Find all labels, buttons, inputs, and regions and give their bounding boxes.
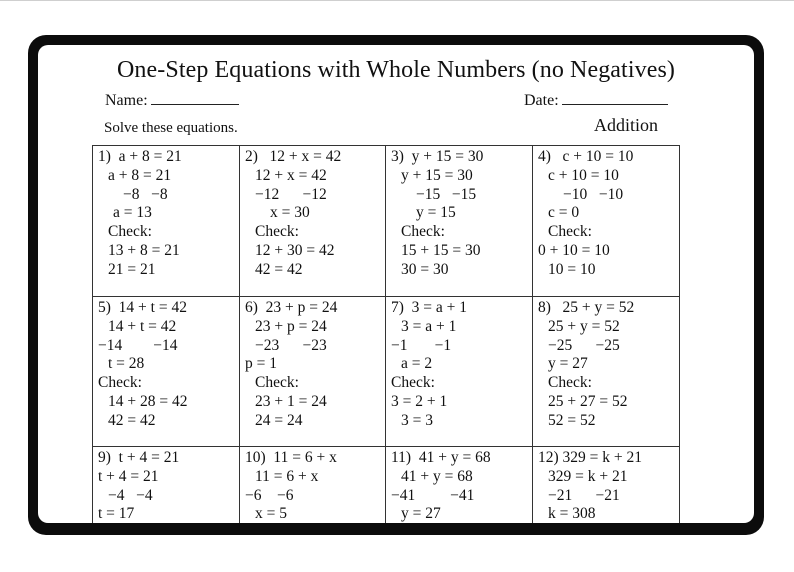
solution-step: t + 4 = 21 [98, 467, 159, 485]
solution-step: Check: [548, 374, 592, 392]
problem-cell [93, 146, 240, 297]
problem-equation: 8) 25 + y = 52 [538, 299, 635, 316]
problem-cell [533, 447, 680, 523]
solution-step: x = 5 [255, 505, 287, 523]
solution-step: 14 + t = 42 [108, 317, 177, 335]
solution-step: 30 = 30 [401, 260, 449, 278]
solution-step: c = 0 [548, 204, 580, 222]
date-blank [562, 89, 668, 105]
solution-step: −41 −41 [391, 486, 475, 504]
section-label: Addition [594, 115, 659, 135]
solution-step: −25 −25 [548, 336, 620, 354]
solution-step: 12 + x = 42 [255, 166, 327, 184]
worksheet-title: One-Step Equations with Whole Numbers (no Negatives) [117, 57, 675, 83]
solution-step: t = 17 [98, 505, 135, 523]
problem-cell [533, 146, 680, 297]
solution-step: a + 8 = 21 [108, 166, 172, 184]
name-label: Name: [105, 92, 148, 109]
solution-step: 23 + 1 = 24 [255, 392, 327, 410]
date-label: Date: [524, 92, 559, 109]
solution-step: Check: [255, 374, 299, 392]
solution-step: −23 −23 [255, 336, 327, 354]
solution-step: −14 −14 [98, 336, 178, 354]
solution-step: Check: [255, 223, 299, 241]
solution-step: a = 2 [401, 355, 433, 373]
solution-step: 42 = 42 [255, 260, 303, 278]
problem-cell [386, 447, 533, 523]
solution-step: −8 −8 [123, 185, 168, 203]
problem-cell [533, 297, 680, 447]
solution-step: y = 27 [548, 355, 588, 373]
problem-cell [240, 297, 386, 447]
problem-equation: 5) 14 + t = 42 [98, 299, 187, 316]
solution-step: 3 = 3 [401, 411, 433, 429]
problem-cell [386, 146, 533, 297]
solution-step: x = 30 [270, 204, 310, 222]
solution-step: 329 = k + 21 [548, 467, 628, 485]
solution-step: Check: [548, 223, 592, 241]
solution-step: 41 + y = 68 [401, 467, 473, 485]
problem-grid [92, 145, 680, 523]
solution-step: Check: [391, 374, 435, 392]
problem-cell [240, 146, 386, 297]
solution-step: 42 = 42 [108, 411, 156, 429]
solution-step: −1 −1 [391, 336, 452, 354]
name-field [105, 89, 239, 110]
solution-step: t = 28 [108, 355, 145, 373]
problem-equation: 11) 41 + y = 68 [391, 449, 491, 466]
problem-equation: 6) 23 + p = 24 [245, 299, 338, 316]
solution-step: −15 −15 [416, 185, 477, 203]
solution-step: 13 + 8 = 21 [108, 241, 180, 259]
solution-step: y = 27 [401, 505, 441, 523]
problem-equation: 4) c + 10 = 10 [538, 148, 634, 165]
solution-step: y + 15 = 30 [401, 166, 473, 184]
problem-equation: 1) a + 8 = 21 [98, 148, 182, 165]
problem-cell [240, 447, 386, 523]
problem-equation: 2) 12 + x = 42 [245, 148, 342, 165]
solution-step: 23 + p = 24 [255, 317, 327, 335]
solution-step: a = 13 [113, 204, 152, 222]
solution-step: y = 15 [416, 204, 456, 222]
solution-step: k = 308 [548, 505, 596, 523]
problem-equation: 12) 329 = k + 21 [538, 449, 643, 466]
problem-equation: 10) 11 = 6 + x [245, 449, 337, 466]
problem-cell [386, 297, 533, 447]
solution-step: 21 = 21 [108, 260, 156, 278]
name-blank [151, 89, 239, 105]
solution-step: Check: [98, 374, 142, 392]
solution-step: 14 + 28 = 42 [108, 392, 188, 410]
solution-step: −4 −4 [108, 486, 153, 504]
solution-step: 12 + 30 = 42 [255, 241, 335, 259]
solution-step: 10 = 10 [548, 260, 596, 278]
problem-cell [93, 297, 240, 447]
instructions: Solve these equations. [104, 120, 238, 136]
solution-step: Check: [401, 223, 445, 241]
solution-step: 24 = 24 [255, 411, 303, 429]
solution-step: −6 −6 [245, 486, 294, 504]
solution-step: 3 = 2 + 1 [391, 392, 448, 410]
solution-step: 3 = a + 1 [401, 317, 457, 335]
problem-cell [93, 447, 240, 523]
date-field [524, 89, 668, 110]
solution-step: Check: [108, 223, 152, 241]
solution-step: −12 −12 [255, 185, 327, 203]
worksheet-page [38, 45, 754, 523]
problem-equation: 9) t + 4 = 21 [98, 449, 180, 466]
solution-step: c + 10 = 10 [548, 166, 619, 184]
solution-step: −21 −21 [548, 486, 620, 504]
solution-step: 0 + 10 = 10 [538, 241, 610, 259]
problem-equation: 7) 3 = a + 1 [391, 299, 468, 316]
solution-step: 11 = 6 + x [255, 467, 319, 485]
solution-step: 25 + y = 52 [548, 317, 620, 335]
solution-step: −10 −10 [563, 185, 624, 203]
problem-equation: 3) y + 15 = 30 [391, 148, 484, 165]
solution-step: 25 + 27 = 52 [548, 392, 628, 410]
top-divider [0, 0, 794, 1]
solution-step: 15 + 15 = 30 [401, 241, 481, 259]
solution-step: 52 = 52 [548, 411, 596, 429]
solution-step: p = 1 [245, 355, 277, 373]
